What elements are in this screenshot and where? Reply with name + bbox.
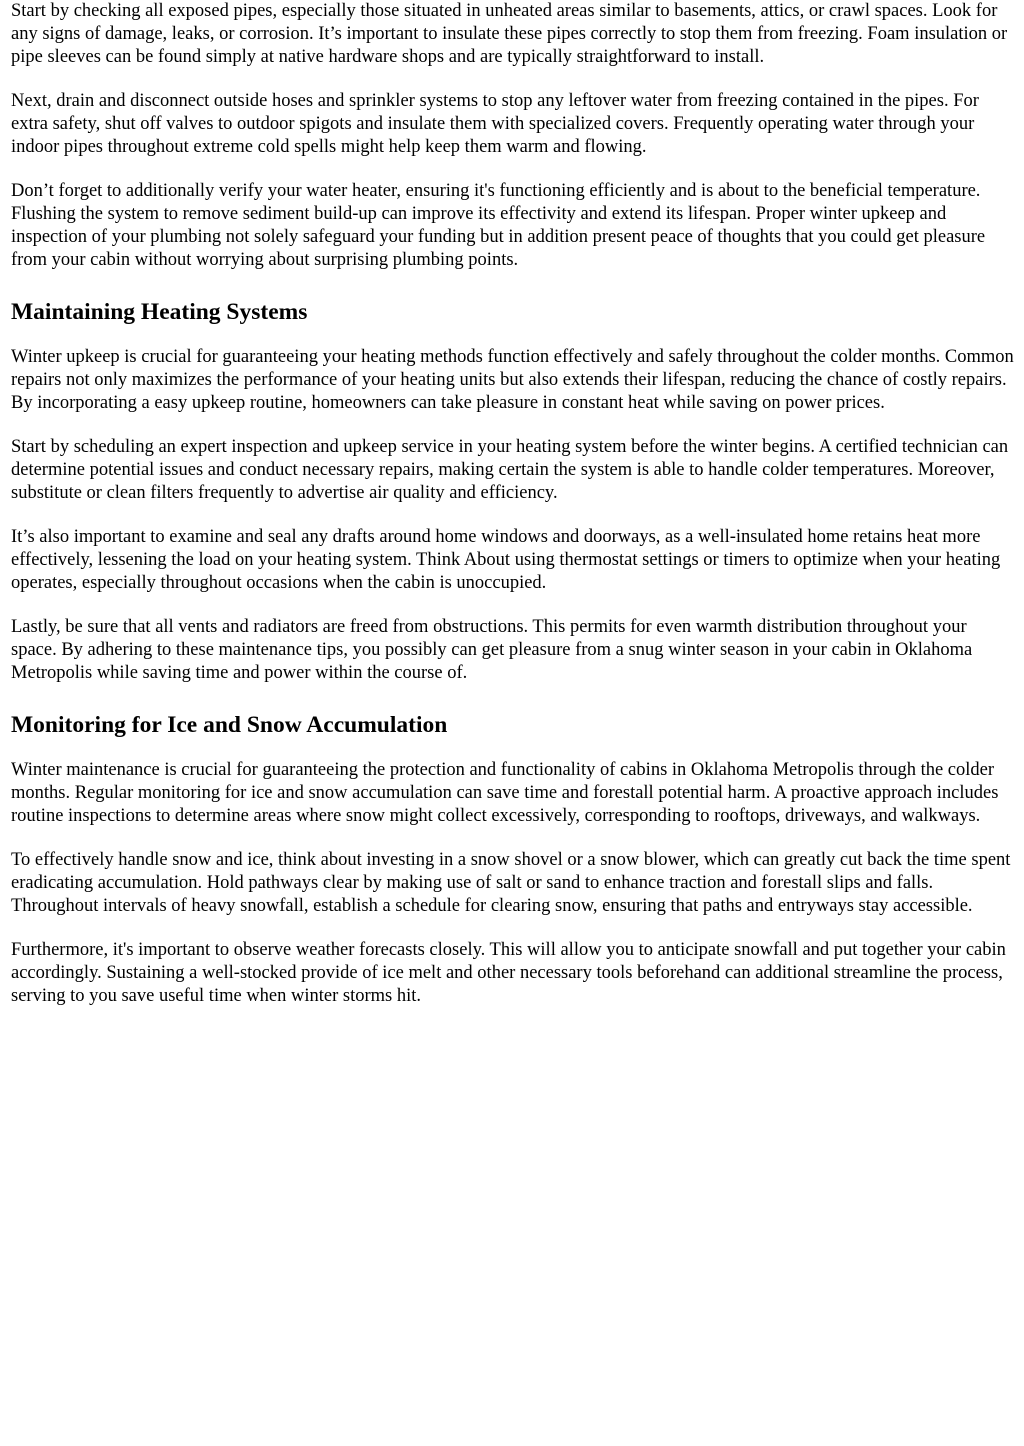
- section-heading: Maintaining Heating Systems: [11, 299, 308, 325]
- paragraph: Next, drain and disconnect outside hoses and sprinkler systems to stop any leftover water from freezing contained in the pipes. For extra safety, shut off valves to outdoor spigots and insulate them with specialized covers. Frequently operating water through your indoor pipes throughout extreme cold spells might help keep them warm and flowing.: [11, 91, 979, 157]
- paragraph: Don’t forget to additionally verify your water heater, ensuring it's functioning efficiently and is about to the beneficial temperature. Flushing the system to remove sediment build-up can improve its effectivity and extend its lifespan. Proper winter upkeep and inspection of your plumbing not solely safeguard your funding but in addition present peace of thoughts that you could get pleasure from your cabin without worrying about surprising plumbing points.: [11, 181, 986, 270]
- section-heating: [11, 298, 1014, 685]
- paragraph: Start by scheduling an expert inspection and upkeep service in your heating system before the winter begins. A certified technician can determine potential issues and conduct necessary repairs, making certain the system is able to handle colder temperatures. Moreover, substitute or clean filters frequently to advertise air quality and efficiency.: [11, 437, 1009, 503]
- paragraph: Winter maintenance is crucial for guaranteeing the protection and functionality of cabins in Oklahoma Metropolis through the colder months. Regular monitoring for ice and snow accumulation can save time and forestall potential harm. A proactive approach includes routine inspections to determine areas where snow might collect excessively, corresponding to rooftops, driveways, and walkways.: [11, 760, 999, 826]
- paragraph: To effectively handle snow and ice, think about investing in a snow shovel or a snow blower, which can greatly cut back the time spent eradicating accumulation. Hold pathways clear by making use of salt or sand to enhance traction and forestall slips and falls. Throughout intervals of heavy snowfall, establish a schedule for clearing snow, ensuring that paths and entryways stay accessible.: [11, 850, 1011, 916]
- paragraph: Start by checking all exposed pipes, especially those situated in unheated areas similar to basements, attics, or crawl spaces. Look for any signs of damage, leaks, or corrosion. It’s important to insulate these pipes correctly to stop them from freezing. Foam insulation or pipe sleeves can be found simply at native hardware shops and are typically straightforward to install.: [11, 1, 1008, 67]
- paragraph: Winter upkeep is crucial for guaranteeing your heating methods function effectively and safely throughout the colder months. Common repairs not only maximizes the performance of your heating units but also extends their lifespan, reducing the chance of costly repairs. By incorporating a easy upkeep routine, homeowners can take pleasure in constant heat while saving on power prices.: [11, 347, 1014, 413]
- paragraph: Furthermore, it's important to observe weather forecasts closely. This will allow you to anticipate snowfall and put together your cabin accordingly. Sustaining a well-stocked provide of ice melt and other necessary tools beforehand can additional streamline the process, serving to you save useful time when winter storms hit.: [11, 940, 1006, 1006]
- paragraph: Lastly, be sure that all vents and radiators are freed from obstructions. This permits for even warmth distribution throughout your space. By adhering to these maintenance tips, you possibly can get pleasure from a snug winter season in your cabin in Oklahoma Metropolis while saving time and power within the course of.: [11, 617, 973, 683]
- section-plumbing: [11, 0, 1014, 272]
- section-ice-snow: [11, 711, 1014, 1008]
- section-heading: Monitoring for Ice and Snow Accumulation: [11, 712, 448, 738]
- paragraph: It’s also important to examine and seal any drafts around home windows and doorways, as a well-insulated home retains heat more effectively, lessening the load on your heating system. Think About using thermostat settings or timers to optimize when your heating operates, especially throughout occasions when the cabin is unoccupied.: [11, 527, 1001, 593]
